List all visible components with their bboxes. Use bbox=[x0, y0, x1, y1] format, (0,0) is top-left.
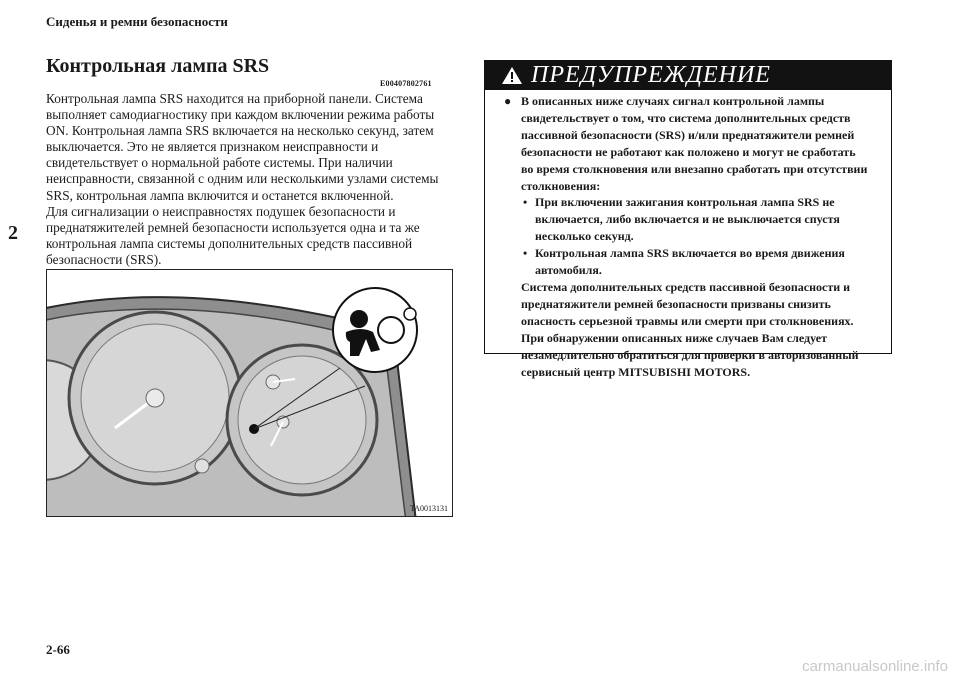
warning-sub-bullet-2 bbox=[535, 245, 845, 279]
instrument-cluster-illustration bbox=[47, 270, 453, 517]
body-line: выполняет самодиагностику при каждом включении режима работы bbox=[46, 107, 435, 123]
page-title: Контрольная лампа SRS bbox=[46, 55, 270, 77]
warning-triangle-icon bbox=[501, 66, 523, 85]
watermark: carmanualsonline.info bbox=[802, 658, 948, 675]
body-line: выключается. Это не является признаком неисправности и bbox=[46, 139, 379, 155]
body-line: Для сигнализации о неисправностях подушек безопасности и bbox=[46, 203, 396, 219]
body-line: SRS, контрольная лампа включится и останется включенной. bbox=[46, 187, 394, 203]
body-line: неисправности, связанной с одним или несколькими узлами системы bbox=[46, 171, 439, 187]
section-header: Сиденья и ремни безопасности bbox=[46, 14, 228, 29]
figure-caption: TA0013131 bbox=[409, 504, 448, 513]
warning-header bbox=[485, 61, 891, 90]
warning-line: Контрольная лампа SRS включается во время движения bbox=[535, 246, 845, 260]
warning-title: ПРЕДУПРЕЖДЕНИЕ bbox=[531, 62, 771, 88]
warning-line: несколько секунд. bbox=[535, 228, 634, 243]
bullet-dot: ● bbox=[504, 94, 512, 108]
warning-line: опасность серьезной травмы или смерти при столкновениях. bbox=[521, 313, 854, 328]
warning-conclusion bbox=[521, 279, 859, 380]
warning-line: включается, либо включается и не выключается спустя bbox=[535, 211, 840, 226]
warning-line: При обнаружении описанных ниже случаев Вам следует bbox=[521, 330, 827, 345]
sub-bullet-dot: • bbox=[523, 246, 528, 260]
page-number: 2-66 bbox=[46, 642, 70, 657]
warning-line: При включении зажигания контрольная лампа SRS не bbox=[535, 195, 835, 209]
warning-line: во время столкновения или внезапно сработать при отсутствии bbox=[521, 161, 868, 176]
warning-sub-bullet-1 bbox=[535, 194, 840, 245]
body-line: ON. Контрольная лампа SRS включается на несколько секунд, затем bbox=[46, 123, 434, 139]
section-code: E00407802761 bbox=[380, 79, 432, 88]
warning-line: преднатяжители ремней безопасности призваны снизить bbox=[521, 296, 831, 311]
body-paragraph bbox=[46, 91, 461, 268]
body-line: контрольная лампа системы дополнительных средств пассивной bbox=[46, 235, 413, 251]
body-line: свидетельствует о нормальной работе системы. При наличии bbox=[46, 155, 393, 171]
sub-bullet-dot: • bbox=[523, 195, 528, 209]
instrument-cluster-figure bbox=[46, 269, 453, 517]
warning-line: Система дополнительных средств пассивной безопасности и bbox=[521, 280, 851, 294]
body-line: Контрольная лампа SRS находится на приборной панели. Система bbox=[46, 91, 423, 106]
warning-bullet-1 bbox=[521, 93, 867, 194]
warning-line: столкновения: bbox=[521, 178, 601, 193]
warning-line: безопасности не работают как положено и могут не сработать bbox=[521, 144, 856, 159]
body-line: безопасности (SRS). bbox=[46, 251, 162, 267]
warning-line: незамедлительно обратиться для проверки в авторизованный bbox=[521, 347, 859, 362]
warning-line: В описанных ниже случаях сигнал контрольной лампы bbox=[521, 94, 825, 108]
warning-line: пассивной безопасности (SRS) и/или преднатяжители ремней bbox=[521, 127, 855, 142]
warning-line: сервисный центр MITSUBISHI MOTORS. bbox=[521, 364, 751, 379]
warning-line: свидетельствует о том, что система дополнительных средств bbox=[521, 110, 851, 125]
chapter-tab: 2 bbox=[8, 222, 18, 244]
body-line: преднатяжителей ремней безопасности используется одна и та же bbox=[46, 219, 420, 235]
warning-box bbox=[484, 60, 892, 379]
warning-line: автомобиля. bbox=[535, 262, 602, 277]
